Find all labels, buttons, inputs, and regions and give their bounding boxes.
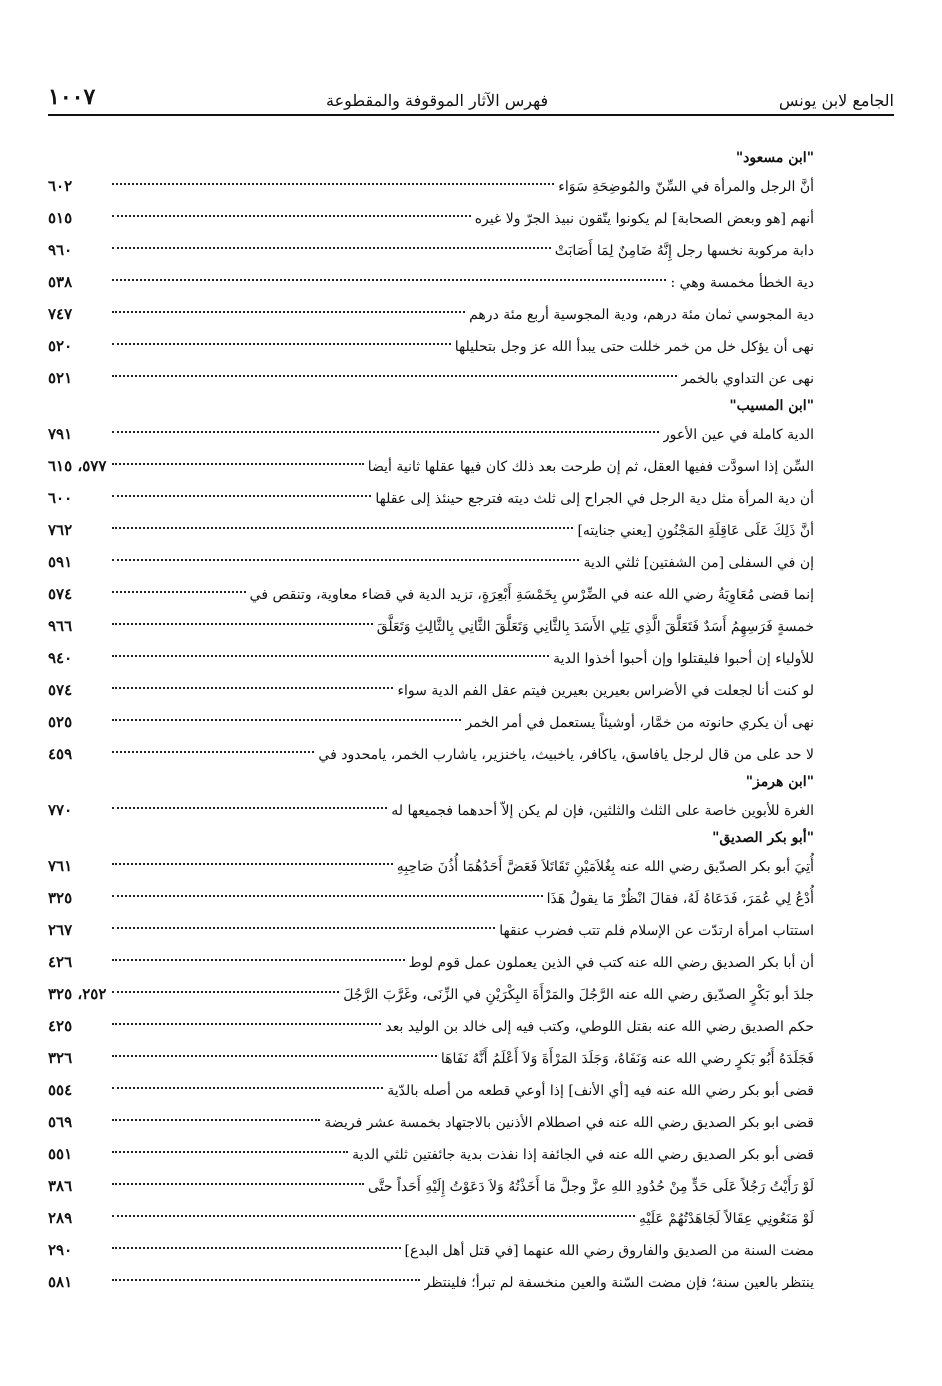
index-entry xyxy=(48,170,814,202)
book-title: الجامع لابن يونس xyxy=(778,91,894,110)
entry-page-number: ٩٦٦ xyxy=(48,617,73,635)
section-heading: "أبو بكر الصديق" xyxy=(712,830,814,846)
entry-text: خمسةٍ فَرَسِهِمُ أَسَدٌ فَتَعَلَّقَ الَّذِي يَلِي الأَسَدَ بِالثَّانِي وَتَعَلَّقَ الثَّانِي بِالثَّالِثِ وَتَعَلَّقَ xyxy=(376,619,814,635)
dot-leader xyxy=(112,706,461,721)
entry-text: دية المجوسي ثمان مئة درهم، ودية المجوسية أربع مئة درهم xyxy=(469,307,814,323)
dot-leader xyxy=(112,170,554,185)
index-entry xyxy=(48,1234,814,1266)
entry-text: قضى ابو بكر الصديق رضي الله عنه في اصطلام الأذنين بالاجتهاد بخمسة عشر فريضة xyxy=(324,1115,814,1131)
dot-leader xyxy=(112,642,549,657)
entry-page-number: ٤٢٥ xyxy=(48,1017,73,1035)
entry-page-number: ٣٢٦ xyxy=(48,1049,73,1067)
dot-leader xyxy=(112,1138,348,1153)
entry-text: حكم الصديق رضي الله عنه بقتل اللوطي، وكتب فيه إلى خالد بن الوليد بعد xyxy=(385,1019,814,1035)
entry-text: أنَّ ذَلِكَ عَلَى عَاقِلَةِ المَجْنُونِ [يعني جنايته] xyxy=(577,523,814,539)
entry-page-number: ٥٢٠ xyxy=(48,337,73,355)
dot-leader xyxy=(112,882,543,897)
dot-leader xyxy=(112,978,339,993)
entry-page-number: ٥٣٨ xyxy=(48,273,73,291)
entry-page-number: ٥٧٤ xyxy=(48,585,73,603)
dot-leader xyxy=(112,362,677,377)
index-entry xyxy=(48,642,814,674)
entry-page-number: ٩٦٠ xyxy=(48,241,73,259)
entry-text: للأولياء إن أحبوا فليقتلوا وإن أحبوا أخذوا الدية xyxy=(553,651,814,667)
entry-page-number: ٢٨٩ xyxy=(48,1209,73,1227)
index-entry xyxy=(48,450,814,482)
entry-page-number: ٥٢١ xyxy=(48,369,73,387)
entry-text: ينتظر بالعين سنة؛ فإن مضت السّنة والعين منخسفة لم تبرأ؛ فلينتظر xyxy=(423,1275,814,1291)
entry-text: قضى أبو بكر رضي الله عنه فيه [أي الأنف] إذا أوعي قطعه من أصله بالدّية xyxy=(387,1083,814,1099)
index-entry xyxy=(48,418,814,450)
entry-page-number: ٢٩٠ xyxy=(48,1241,73,1259)
entry-page-number: ٤٢٦ xyxy=(48,953,73,971)
dot-leader xyxy=(112,418,659,433)
dot-leader xyxy=(112,850,393,865)
index-entry xyxy=(48,298,814,330)
dot-leader xyxy=(112,234,551,249)
index-entry xyxy=(48,850,814,882)
entry-text: الدية كاملة في عين الأعور xyxy=(662,427,814,443)
entry-page-number: ٥٩١ xyxy=(48,553,73,571)
entry-page-number: ٥٦٩ xyxy=(48,1113,73,1131)
index-entry xyxy=(48,578,814,610)
dot-leader xyxy=(112,914,495,929)
index-entry xyxy=(48,1170,814,1202)
index-entry xyxy=(48,514,814,546)
index-entry xyxy=(48,738,814,770)
index-entry xyxy=(48,1266,814,1298)
page-header xyxy=(48,80,894,110)
entry-page-number: ٥٥٤ xyxy=(48,1081,73,1099)
entry-text: الغرة للأبوين خاصة على الثلث والثلثين، فإن لم يكن إلاّ أحدهما فجميعها له xyxy=(391,803,814,819)
index-entry xyxy=(48,978,814,1010)
section-heading: "ابن المسيب" xyxy=(729,398,814,414)
entry-page-number: ٥١٥ xyxy=(48,209,73,227)
dot-leader xyxy=(112,202,471,217)
dot-leader xyxy=(112,1106,320,1121)
index-entry xyxy=(48,234,814,266)
entry-page-number: ٦٠٢ xyxy=(48,177,73,195)
page-number: ١٠٠٧ xyxy=(48,84,96,110)
dot-leader xyxy=(112,674,393,689)
entry-page-number: ٤٥٩ xyxy=(48,745,73,763)
entry-text: نهى عن التداوي بالخمر xyxy=(681,371,814,387)
index-entry xyxy=(48,882,814,914)
index-entry xyxy=(48,706,814,738)
index-entry xyxy=(48,546,814,578)
entry-page-number: ٧٧٠ xyxy=(48,801,73,819)
dot-leader xyxy=(112,1202,635,1217)
index-entry xyxy=(48,330,814,362)
entry-text: أن أبا بكر الصديق رضي الله عنه كتب في الذين يعملون عمل قوم لوط xyxy=(408,955,814,971)
index-entry xyxy=(48,482,814,514)
entry-text: استتاب امرأة ارتدّت عن الإسلام فلم تتب فضرب عنقها xyxy=(499,923,814,939)
index-entry xyxy=(48,1010,814,1042)
entry-text: نهى أن يكري حانوته من خمَّار، أوشيئاً يستعمل في أمر الخمر xyxy=(465,715,814,731)
entry-text: إنما قضى مُعَاوِيَةُ رضي الله عنه في الضِّرْسِ بِخَمْسَةِ أَبْعِرَةٍ، تزيد الدية في قضاء معاوية، وتنقص في xyxy=(249,587,814,603)
entry-page-number: ٧٩١ xyxy=(48,425,73,443)
index-entry xyxy=(48,1202,814,1234)
entry-page-number: ٥٧٧، ٦١٥ xyxy=(48,457,107,475)
index-entry xyxy=(48,794,814,826)
dot-leader xyxy=(112,946,405,961)
entry-page-number: ٢٦٧ xyxy=(48,921,73,939)
entry-page-number: ٦٠٠ xyxy=(48,489,73,507)
entry-text: دية الخطأ مخمسة وهي : xyxy=(670,275,814,291)
dot-leader xyxy=(112,578,246,593)
index-entry xyxy=(48,946,814,978)
index-entry xyxy=(48,914,814,946)
entry-text: فَجَلَدَهُ أَبُو بَكرٍ رضي الله عنه وَنَفَاهُ، وَجَلَدَ المَرْأَةَ وَلاَ أَعْلَمُ أَنَّهُ نَفَاهَا xyxy=(440,1051,814,1067)
dot-leader xyxy=(112,1010,381,1025)
index-entry xyxy=(48,610,814,642)
entry-text: أنهم [هو وبعض الصحابة] لم يكونوا يتّقون نبيذ الجرّ ولا غيره xyxy=(474,211,814,227)
entry-page-number: ٥٥١ xyxy=(48,1145,73,1163)
index-entry xyxy=(48,674,814,706)
dot-leader xyxy=(112,1170,364,1185)
dot-leader xyxy=(112,330,451,345)
index-list xyxy=(48,146,814,1298)
dot-leader xyxy=(112,546,579,561)
entry-page-number: ٩٤٠ xyxy=(48,649,73,667)
dot-leader xyxy=(112,266,666,281)
dot-leader xyxy=(112,514,573,529)
dot-leader xyxy=(112,738,314,753)
entry-page-number: ٥٧٤ xyxy=(48,681,73,699)
entry-page-number: ٥٨١ xyxy=(48,1273,73,1291)
index-entry xyxy=(48,1074,814,1106)
entry-text: مضت السنة من الصديق والفاروق رضي الله عنهما [في قتل أهل البدع] xyxy=(404,1243,814,1259)
entry-text: قضى أبو بكر الصديق رضي الله عنه في الجائفة إذا نفذت بدية جائفتين ثلثي الدية xyxy=(352,1147,814,1163)
dot-leader xyxy=(112,1234,401,1249)
entry-page-number: ٣٨٦ xyxy=(48,1177,73,1195)
index-entry xyxy=(48,1106,814,1138)
dot-leader xyxy=(112,610,373,625)
index-entry xyxy=(48,1138,814,1170)
dot-leader xyxy=(112,450,364,465)
entry-page-number: ٣٢٥ xyxy=(48,889,73,907)
section-heading: "ابن هرمز" xyxy=(745,774,814,790)
entry-page-number: ٧٤٧ xyxy=(48,305,73,323)
entry-page-number: ٢٥٢، ٣٢٥ xyxy=(48,985,107,1003)
entry-text: لَوْ رَأَيْتُ رَجُلاً عَلَى حَدٍّ مِنْ حُدُودِ اللهِ عزَّ وجلَّ مَا أَخَذْتُهُ وَلاَ دَعَوْتُ إِلَيْهِ أَحَداً حتَّى xyxy=(368,1179,814,1195)
dot-leader xyxy=(112,482,371,497)
entry-text: لا حد على من قال لرجل يافاسق، ياكافر، ياخبيث، ياخنزير، ياشارب الخمر، يامحدود في xyxy=(318,747,814,763)
entry-text: نهى أن يؤكل خل من خمر خللت حتى يبدأ الله عز وجل بتحليلها xyxy=(454,339,814,355)
dot-leader xyxy=(112,1042,437,1057)
entry-text: لَوْ مَنَعُونِي عِقَالاً لَجَاهَدْتُهُمْ عَلَيْهِ xyxy=(639,1211,814,1227)
entry-page-number: ٥٢٥ xyxy=(48,713,73,731)
dot-leader xyxy=(112,1266,420,1281)
dot-leader xyxy=(112,794,387,809)
index-title: فهرس الآثار الموقوفة والمقطوعة xyxy=(326,91,549,110)
index-entry xyxy=(48,266,814,298)
index-entry xyxy=(48,362,814,394)
entry-text: جلدَ أبو بَكْرٍ الصدّيق رضي الله عنه الرَّجُلَ والمَرْأَةَ البِكْرَيْنِ في الزِّنَى، وغَرَّبَ الرَّجُلَ xyxy=(343,987,814,1003)
entry-text: السِّن إذا اسودَّت ففيها العقل، ثم إن طرحت بعد ذلك كان فيها عقلها ثانية أيضا xyxy=(367,459,814,475)
index-entry xyxy=(48,1042,814,1074)
entry-page-number: ٧٦١ xyxy=(48,857,73,875)
entry-text: أن دية المرأة مثل دية الرجل في الجراح إلى ثلث ديته فترجع حينئذ إلى عقلها xyxy=(375,491,814,507)
entry-text: أُدْعُ لِي عُمَرَ، فَدَعَاهُ لَهُ، فقالَ انْظُرْ مَا يقولُ هَذَا xyxy=(546,891,814,907)
entry-page-number: ٧٦٢ xyxy=(48,521,73,539)
section-heading: "ابن مسعود" xyxy=(735,150,814,166)
entry-text: أنَّ الرجل والمرأة في السِّنّ والمُوضِحَةِ سَوَاء xyxy=(558,179,814,195)
entry-text: إن في السفلى [من الشفتين] ثلثي الدية xyxy=(583,555,814,571)
index-entry xyxy=(48,202,814,234)
entry-text: لو كنت أنا لجعلت في الأضراس بعيرين بعيرين فيتم عقل الفم الدية سواء xyxy=(397,683,814,699)
entry-text: أُتِيَ أبو بكر الصدّيق رضي الله عنه بِغُلاَمَيْنِ تَقَاتَلاَ فَعَضَّ أَحَدُهُمَا أُذُنَ صَاحِبِهِ xyxy=(396,859,814,875)
dot-leader xyxy=(112,1074,383,1089)
dot-leader xyxy=(112,298,465,313)
entry-text: دابة مركوبة نخسها رجل إِنَّهُ ضَامِنٌ لِمَا أَصَابَتْ xyxy=(554,243,814,259)
header-rule xyxy=(48,114,894,116)
